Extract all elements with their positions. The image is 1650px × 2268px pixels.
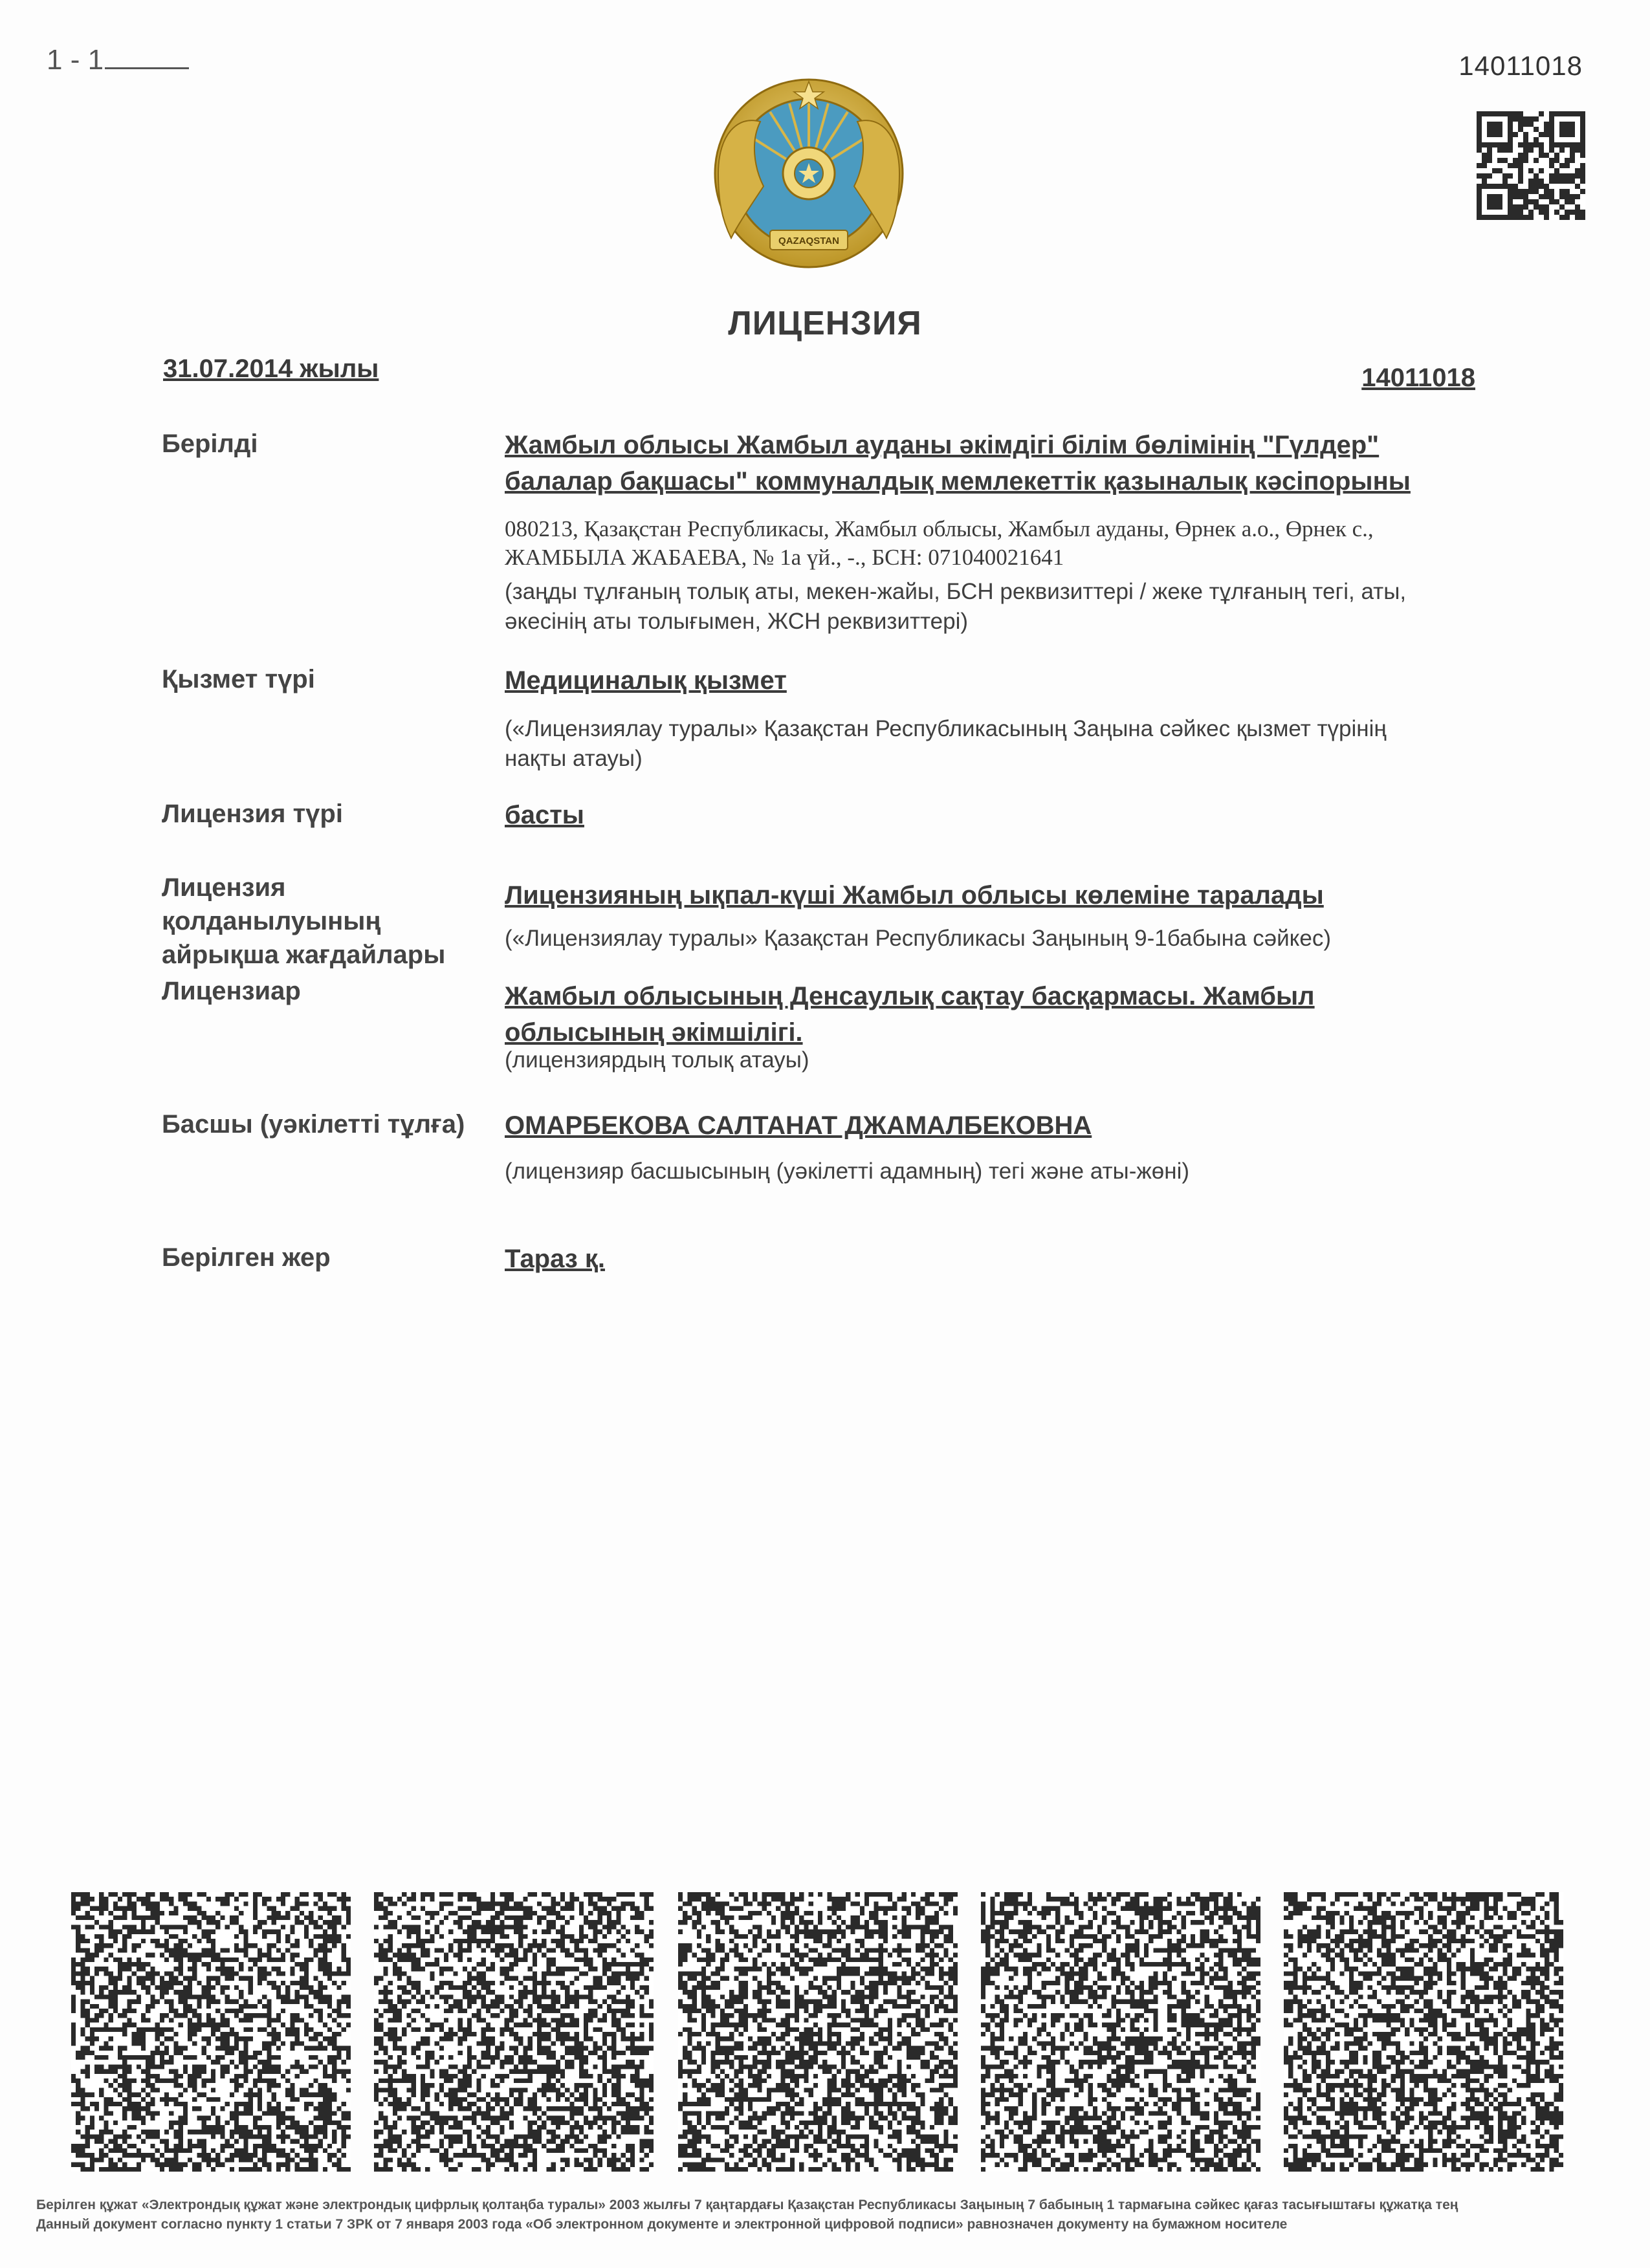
issued-to-value: [505, 427, 1514, 499]
page-counter-text: 1 - 1: [47, 44, 104, 76]
activity-type-note-line2: нақты атауы): [505, 746, 643, 771]
special-conditions-label-line2: қолданылуының: [162, 907, 381, 935]
legal-footer-line2: Данный документ согласно пункту 1 статьи 7 ЗРК от 7 января 2003 года «Об электронном документе и электронной цифровой подписи» равнозначен документу на бумажном носителе: [36, 2217, 1288, 2232]
issued-to-address: [505, 515, 1514, 572]
licensor-value: [505, 978, 1514, 1051]
qr-code-icon: [1284, 1892, 1563, 2172]
activity-type-note-line1: («Лицензиялау туралы» Қазақстан Республикасының Заңына сәйкес қызмет түрінің: [505, 716, 1387, 741]
special-conditions-label: [162, 871, 445, 972]
issue-date: 31.07.2014 жылы: [163, 354, 379, 383]
head-note: (лицензияр басшысының (уәкілетті адамның) тегі және аты-жөні): [505, 1159, 1189, 1184]
license-type-label: Лицензия түрі: [162, 800, 343, 828]
issued-to-label: Берілді: [162, 430, 258, 458]
licensor-label: Лицензиар: [162, 977, 301, 1005]
activity-type-value: Медициналық қызмет: [505, 666, 787, 695]
issued-to-address-line1: 080213, Қазақстан Республикасы, Жамбыл облысы, Жамбыл ауданы, Өрнек а.о., Өрнек с.,: [505, 516, 1374, 541]
issued-to-value-line1: Жамбыл облысы Жамбыл ауданы әкімдігі білім бөлімінің "Гүлдер": [505, 431, 1380, 459]
qr-code-icon: [71, 1892, 351, 2172]
qr-code-icon: [678, 1892, 958, 2172]
activity-type-note: [505, 714, 1514, 774]
licensor-value-line1: Жамбыл облысының Денсаулық сақтау басқармасы. Жамбыл: [505, 982, 1315, 1010]
page-counter-line: [105, 67, 189, 69]
place-value: Тараз қ.: [505, 1245, 605, 1273]
head-value: ОМАРБЕКОВА САЛТАНАТ ДЖАМАЛБЕКОВНА: [505, 1111, 1092, 1140]
qr-code-icon: [1477, 111, 1585, 220]
special-conditions-label-line1: Лицензия: [162, 873, 286, 902]
qr-code-icon: [981, 1892, 1260, 2172]
activity-type-label: Қызмет түрі: [162, 665, 315, 693]
licensor-value-line2: облысының әкімшілігі.: [505, 1018, 803, 1047]
issued-to-note-line1: (заңды тұлғаның толық аты, мекен-жайы, БСН реквизиттері / жеке тұлғаның тегі, аты,: [505, 579, 1407, 604]
license-type-value: басты: [505, 801, 584, 829]
issued-to-address-line2: ЖАМБЫЛА ЖАБАЕВА, № 1а үй., -., БСН: 071040021641: [505, 545, 1064, 570]
qr-code-icon: [374, 1892, 654, 2172]
emblem-ribbon-text: QAZAQSTAN: [778, 235, 839, 246]
issued-to-value-line2: балалар бақшасы" коммуналдық мемлекеттік қазыналық кәсіпорыны: [505, 467, 1411, 496]
licensor-note: (лицензиярдың толық атауы): [505, 1047, 809, 1073]
page-counter: [47, 44, 189, 76]
document-title: ЛИЦЕНЗИЯ: [728, 305, 922, 342]
legal-footer-line1: Берілген құжат «Электрондық құжат және электрондық цифрлық қолтаңба туралы» 2003 жылғы 7 қаңтардағы Қазақстан Республикасы Заңының 7 бабының 1 тармағына сәйкес қағаз тасығыштағы құжатқа тең: [36, 2197, 1458, 2212]
license-number: 14011018: [1361, 364, 1475, 392]
legal-footer: [36, 2196, 1609, 2234]
special-conditions-value: Лицензияның ықпал-күші Жамбыл облысы көлеміне таралады: [505, 881, 1324, 910]
issued-to-note-line2: әкесінің аты толығымен, ЖСН реквизиттері): [505, 609, 969, 634]
special-conditions-label-line3: айрықша жағдайлары: [162, 941, 446, 969]
place-label: Берілген жер: [162, 1243, 331, 1272]
issued-to-note: [505, 577, 1514, 637]
state-emblem-icon: [699, 76, 919, 270]
head-label: Басшы (уәкілетті тұлға): [162, 1110, 465, 1139]
corner-license-number: 14011018: [1458, 50, 1583, 81]
special-conditions-note: («Лицензиялау туралы» Қазақстан Республикасы Заңының 9-1бабына сәйкес): [505, 926, 1332, 951]
